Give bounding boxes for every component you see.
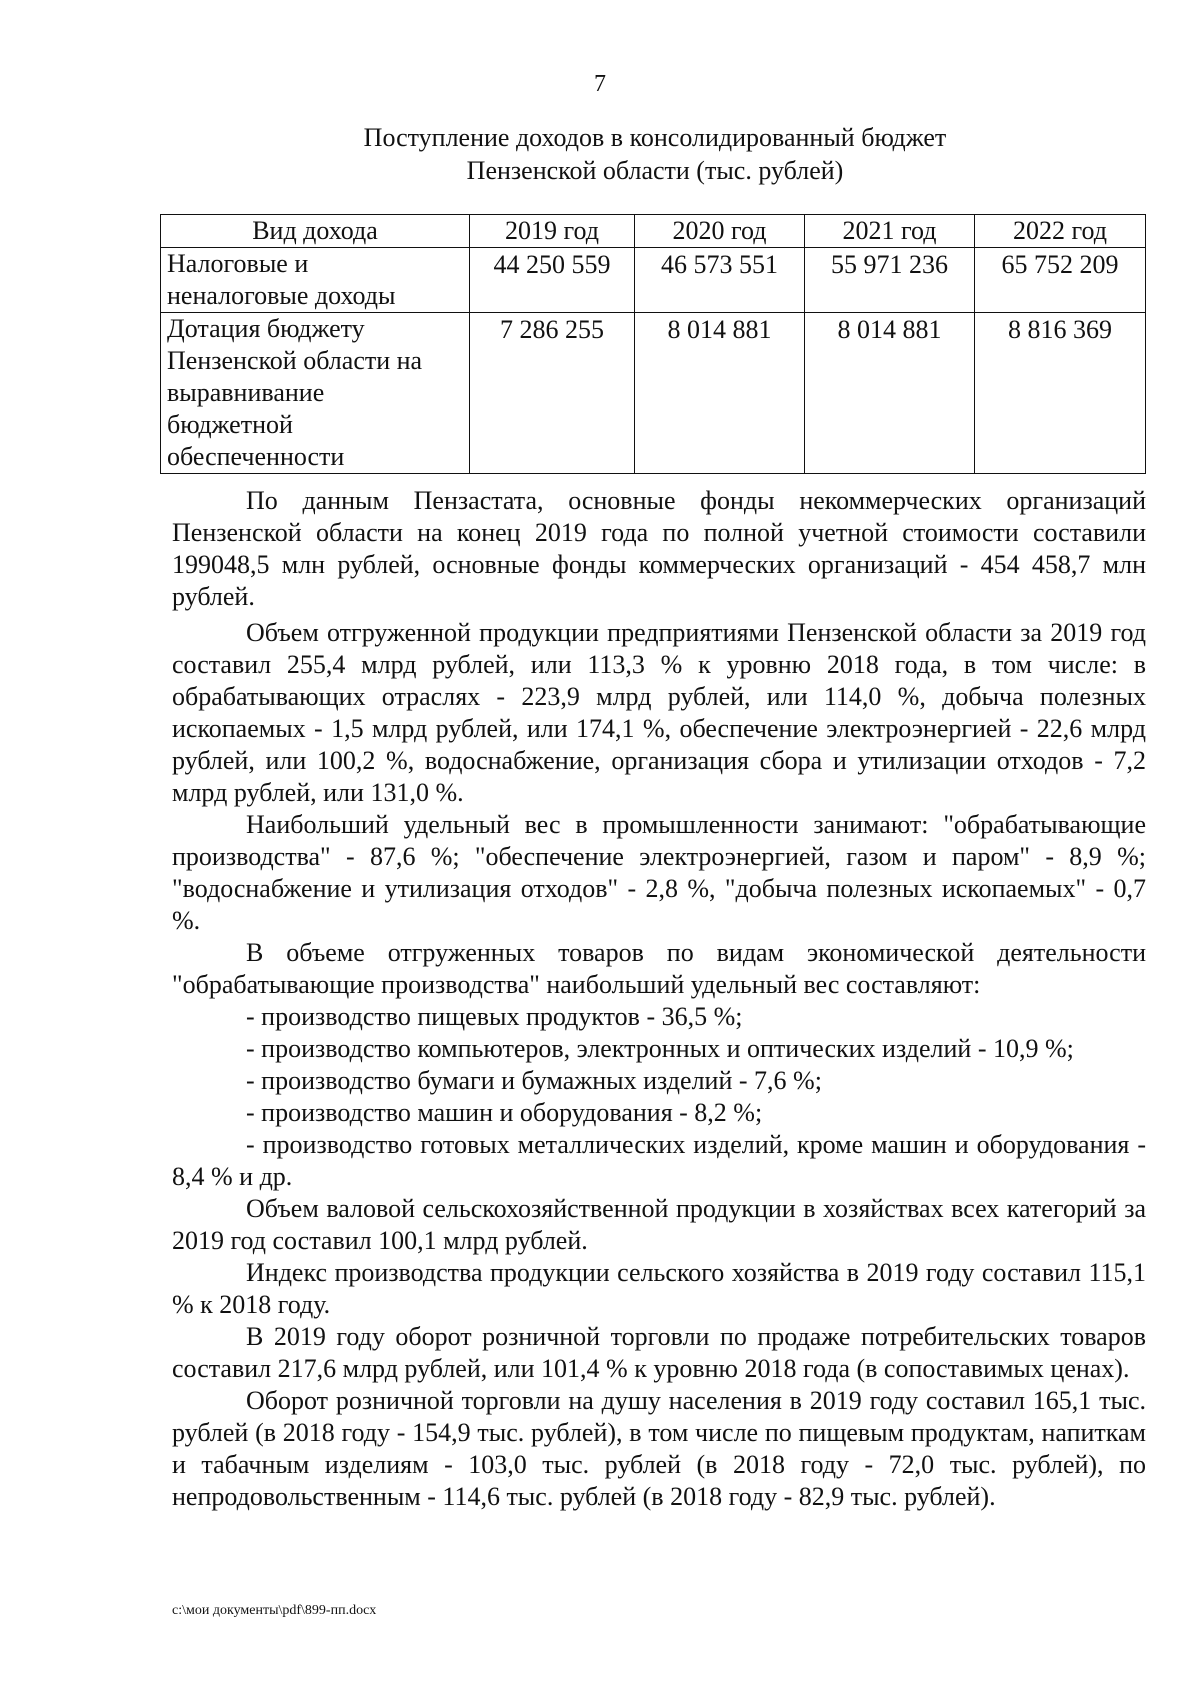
header-year-2019: 2019 год (470, 215, 635, 248)
income-table (160, 214, 1146, 474)
cell-value: 8 014 881 (805, 313, 975, 474)
paragraph-shipped-products: Объем отгруженной продукции предприятиями Пензенской области за 2019 год составил 255,4 млрд рублей, или 113,3 % к уровню 2018 года, в том числе: в обрабатывающих отраслях - 223,9 млрд рублей, или 114,0 %, добыча полезных ископаемых - 1,5 млрд рублей, или 174,1 %, обеспечение электроэнергией - 22,6 млрд рублей, или 100,2 %, водоснабжение, организация сбора и утилизации отходов - 7,2 млрд рублей, или 131,0 %. (172, 618, 1146, 807)
cell-value: 7 286 255 (470, 313, 635, 474)
paragraph-agriculture-index: Индекс производства продукции сельского хозяйства в 2019 году составил 115,1 % к 2018 году. (172, 1258, 1146, 1319)
paragraph-retail-turnover: В 2019 году оборот розничной торговли по продаже потребительских товаров составил 217,6 млрд рублей, или 101,4 % к уровню 2018 года (в сопоставимых ценах). (172, 1322, 1146, 1383)
table-row (161, 248, 1146, 313)
table-title-line-1: Поступление доходов в консолидированный бюджет (363, 123, 947, 152)
cell-value: 65 752 209 (975, 248, 1146, 313)
header-year-2020: 2020 год (635, 215, 805, 248)
header-year-2021: 2021 год (805, 215, 975, 248)
list-item: - производство пищевых продуктов - 36,5 %; (246, 1002, 743, 1031)
paragraph-agriculture-volume: Объем валовой сельскохозяйственной продукции в хозяйствах всех категорий за 2019 год составил 100,1 млрд рублей. (172, 1194, 1146, 1255)
table-row (161, 313, 1146, 474)
body-text (172, 485, 1146, 1513)
cell-value: 8 816 369 (975, 313, 1146, 474)
cell-value: 44 250 559 (470, 248, 635, 313)
header-income-type: Вид дохода (161, 215, 470, 248)
cell-value: 55 971 236 (805, 248, 975, 313)
list-item: - производство бумаги и бумажных изделий - 7,6 %; (246, 1066, 822, 1095)
footer-file-path: c:\мои документы\pdf\899-пп.docx (172, 1603, 377, 1618)
header-year-2022: 2022 год (975, 215, 1146, 248)
list-item: - производство готовых металлических изделий, кроме машин и оборудования - 8,4 % и др. (172, 1130, 1146, 1191)
cell-value: 8 014 881 (635, 313, 805, 474)
paragraph-manufacturing-intro: В объеме отгруженных товаров по видам экономической деятельности "обрабатывающие производства" наибольший удельный вес составляют: (172, 938, 1146, 999)
cell-value: 46 573 551 (635, 248, 805, 313)
table-header-row (161, 215, 1146, 248)
row-label: Дотация бюджету Пензенской области на выравнивание бюджетной обеспеченности (161, 313, 470, 474)
paragraph-retail-per-capita: Оборот розничной торговли на душу населения в 2019 году составил 165,1 тыс. рублей (в 2018 году - 154,9 тыс. рублей), в том числе по пищевым продуктам, напиткам и табачным изделиям - 103,0 тыс. рублей (в 2018 году - 72,0 тыс. рублей), по непродовольственным - 114,6 тыс. рублей (в 2018 году - 82,9 тыс. рублей). (172, 1386, 1146, 1511)
table-title-line-2: Пензенской области (тыс. рублей) (466, 156, 844, 185)
table-title (170, 121, 1140, 187)
row-label: Налоговые и неналоговые доходы (161, 248, 470, 313)
list-item: - производство компьютеров, электронных и оптических изделий - 10,9 %; (246, 1034, 1074, 1063)
list-item: - производство машин и оборудования - 8,2 %; (246, 1098, 763, 1127)
paragraph-industry-share: Наибольший удельный вес в промышленности занимают: "обрабатывающие производства" - 87,6 %; "обеспечение электроэнергией, газом и паром" - 8,9 %; "водоснабжение и утилизация отходов" - 2,8 %, "добыча полезных ископаемых" - 0,7 %. (172, 810, 1146, 935)
page-number: 7 (594, 71, 606, 97)
paragraph-fixed-assets: По данным Пензастата, основные фонды некоммерческих организаций Пензенской области на конец 2019 года по полной учетной стоимости составили 199048,5 млн рублей, основные фонды коммерческих организаций - 454 458,7 млн рублей. (172, 486, 1146, 611)
